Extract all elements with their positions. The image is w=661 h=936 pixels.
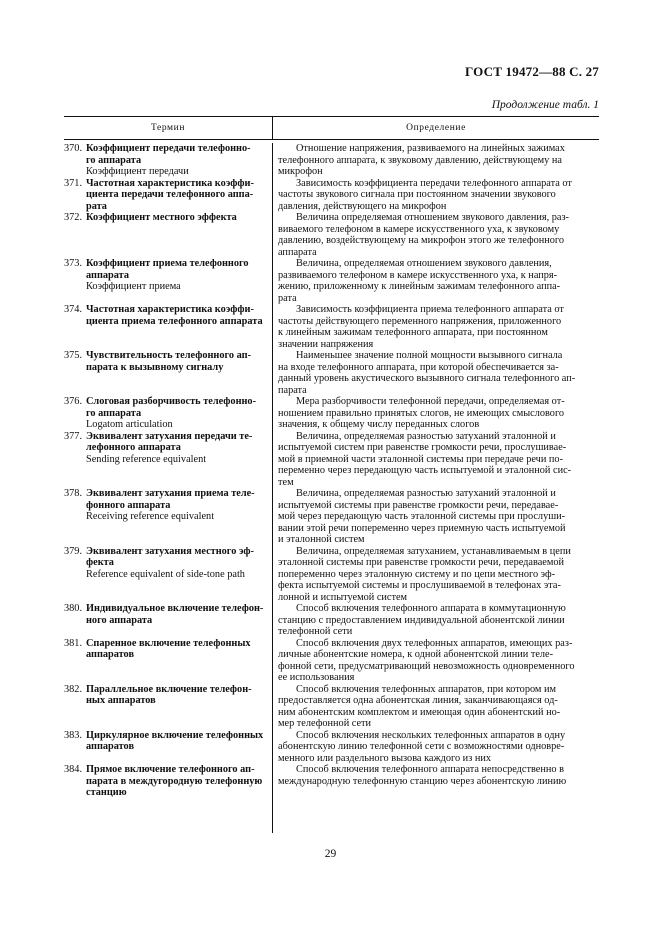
term-text: лефонного аппарата <box>86 442 181 453</box>
column-header-term: Термин <box>150 123 186 133</box>
term-cell <box>64 143 272 178</box>
term-text: аппарата <box>86 269 129 281</box>
definition-line: Величина, определяемая затуханием, устанавливаемым в цепи <box>296 545 571 557</box>
definition-line: Способ включения телефонного аппарата в коммутационную <box>296 603 566 614</box>
term-text: фонного аппарата <box>86 499 171 511</box>
definition-line: значения, к общему числу переданных слогов <box>278 419 480 430</box>
definition-line: эталонной системы при равенстве громкости речи, передаваемой <box>278 557 565 568</box>
definition-line: и эталонной систем <box>278 534 365 545</box>
definition-line: виваемого телефоном в камере искусственного уха, к звуковому <box>278 223 560 235</box>
term-cell <box>64 431 272 489</box>
definition-line: Величина определяемая отношением звукового давления, раз- <box>296 212 569 223</box>
term-text: Коэффициент приема телефонного <box>86 258 249 269</box>
term-synonym: Logatom articulation <box>86 419 173 430</box>
definition-line: тем <box>278 476 294 488</box>
term-cell <box>64 258 272 304</box>
term-text: Частотная характеристика коэффи- <box>86 177 254 189</box>
definition-line: Величина, определяемая разностью затуханий эталонной и <box>296 488 556 499</box>
table-row <box>64 730 599 765</box>
term-text: Чувствительность телефонного ап- <box>86 350 251 361</box>
term-synonym: Коэффициент передачи <box>86 166 189 177</box>
definition-line: фонной сети, предусматривающий невозможность одновременного <box>278 660 575 672</box>
table-body <box>64 143 599 799</box>
term-synonym: Receiving reference equivalent <box>86 511 215 522</box>
term-cell <box>64 488 272 546</box>
definition-line: развиваемого телефоном в камере искусственного уха, к напря- <box>278 269 558 281</box>
term-text: ных аппаратов <box>86 695 156 706</box>
definition-line: Способ включения двух телефонных аппаратов, имеющих раз- <box>296 637 573 649</box>
definition-line: Способ включения телефонного аппарата непосредственно в <box>296 764 564 775</box>
definition-line: Зависимость коэффициента передачи телефонного аппарата от <box>296 177 572 189</box>
term-text: парата к вызывному сигналу <box>86 361 224 373</box>
term-number: 378. <box>64 488 83 499</box>
term-cell <box>64 638 272 684</box>
term-number: 374. <box>64 304 83 315</box>
term-number: 370. <box>64 143 83 154</box>
definition-line: на входе телефонного аппарата, при которой обеспечивается за- <box>278 361 559 373</box>
term-text: циента передачи телефонного аппа- <box>86 189 254 200</box>
term-number: 380. <box>64 603 83 614</box>
term-text: Коэффициент передачи телефонно- <box>86 143 251 154</box>
definition-line: Зависимость коэффициента приема телефонного аппарата от <box>296 304 564 315</box>
definition-line: Способ включения нескольких телефонных аппаратов в одну <box>296 729 566 741</box>
definition-line: ее использования <box>278 672 355 683</box>
definition-line: переменно через передающую часть испытуемой и эталонной сис- <box>278 465 572 476</box>
term-cell <box>64 304 272 350</box>
definition-line: предоставляется одна абонентская линия, заканчивающаяся од- <box>278 695 558 706</box>
table-row <box>64 350 599 396</box>
page-number: 29 <box>324 848 337 860</box>
terms-table <box>64 116 599 799</box>
definition-line: абонентскую линию телефонной сети с возможностями одновре- <box>278 741 565 752</box>
term-text: рата <box>86 200 107 212</box>
table-row <box>64 546 599 604</box>
table-row <box>64 638 599 684</box>
definition-line: Способ включения телефонных аппаратов, при котором им <box>296 683 557 695</box>
term-cell <box>64 178 272 213</box>
definition-line: вании этой речи попеременно через приемную часть испытуемой <box>278 522 566 534</box>
definition-line: микрофон <box>278 166 323 177</box>
definition-line: личные абонентские номера, к одной абонентской линии теле- <box>278 649 554 660</box>
definition-line: рата <box>278 292 297 304</box>
term-cell <box>64 603 272 638</box>
definition-line: к линейным зажимам телефонного аппарата, при постоянном <box>278 327 548 338</box>
term-text: Частотная характеристика коэффи- <box>86 304 254 315</box>
definition-cell <box>272 304 599 350</box>
term-text: Коэффициент местного эффекта <box>86 212 237 223</box>
definition-line: частоты действующего переменного напряжения, приложенного <box>278 315 562 327</box>
term-number: 377. <box>64 430 83 442</box>
term-cell <box>64 730 272 765</box>
definition-cell <box>272 350 599 396</box>
definition-cell <box>272 212 599 258</box>
definition-cell <box>272 396 599 431</box>
table-header <box>64 116 599 140</box>
definition-line: лонной и испытуемой систем <box>278 591 408 603</box>
definition-line: мой через передающую часть эталонной системы при прослуши- <box>278 511 566 522</box>
definition-cell <box>272 258 599 304</box>
table-row <box>64 304 599 350</box>
definition-cell <box>272 488 599 546</box>
table-row <box>64 684 599 730</box>
definition-line: Величина, определяемая отношением звукового давления, <box>296 258 552 269</box>
definition-cell <box>272 431 599 489</box>
table-row <box>64 258 599 304</box>
definition-line: частоты звукового сигнала при постоянном значении звукового <box>278 189 556 200</box>
definition-line: мер телефонной сети <box>278 718 372 729</box>
definition-cell <box>272 730 599 765</box>
term-number: 382. <box>64 683 83 695</box>
document-reference: ГОСТ 19472—88 С. 27 <box>465 64 599 79</box>
definition-line: испытуемой системы при равенстве громкости речи, передавае- <box>278 499 559 511</box>
term-number: 381. <box>64 637 83 649</box>
term-text: го аппарата <box>86 407 142 419</box>
term-synonym: Sending reference equivalent <box>86 453 207 465</box>
definition-line: Мера разборчивости телефонной передачи, определяемая от- <box>296 396 565 407</box>
definition-cell <box>272 603 599 638</box>
definition-line: аппарата <box>278 246 317 258</box>
term-cell <box>64 212 272 258</box>
term-number: 379. <box>64 545 83 557</box>
term-text: Спаренное включение телефонных <box>86 637 251 649</box>
definition-line: давлению, воздействующему на микрофон этого же телефонного <box>278 235 565 246</box>
term-number: 372. <box>64 212 83 223</box>
term-cell <box>64 396 272 431</box>
definition-line: значении напряжения <box>278 338 374 350</box>
term-cell <box>64 546 272 604</box>
term-text: станцию <box>86 787 127 798</box>
definition-cell <box>272 638 599 684</box>
term-cell <box>64 764 272 799</box>
term-number: 384. <box>64 764 83 775</box>
definition-line: попеременно через эталонную систему и по цепи местного эф- <box>278 568 556 580</box>
term-number: 383. <box>64 729 83 741</box>
table-row <box>64 431 599 489</box>
definition-line: станцию с предоставлением индивидуальной абонентской линии <box>278 614 565 626</box>
definition-line: мой в приемной части эталонной системы при передаче речи по- <box>278 453 564 465</box>
definition-line: данный уровень акустического вызывного сигнала телефонного ап- <box>278 373 576 384</box>
term-synonym: Reference equivalent of side-tone path <box>86 568 245 580</box>
definition-line: Величина, определяемая разностью затуханий эталонной и <box>296 430 556 442</box>
term-text: Индивидуальное включение телефон- <box>86 603 264 614</box>
definition-line: жению, приложенному к линейным зажимам телефонного аппа- <box>278 281 561 292</box>
table-row <box>64 178 599 213</box>
term-text: Слоговая разборчивость телефонно- <box>86 396 257 407</box>
term-text: Эквивалент затухания местного эф- <box>86 545 254 557</box>
definition-line: телефонной сети <box>278 626 353 637</box>
term-text: аппаратов <box>86 741 135 752</box>
table-continuation-note: Продолжение табл. 1 <box>491 99 599 111</box>
definition-cell <box>272 764 599 799</box>
term-number: 376. <box>64 396 83 407</box>
term-text: ного аппарата <box>86 614 153 626</box>
term-text: аппаратов <box>86 649 135 660</box>
term-text: Параллельное включение телефон- <box>86 683 252 695</box>
definition-cell <box>272 143 599 178</box>
column-header-definition: Определение <box>272 117 599 139</box>
definition-cell <box>272 178 599 213</box>
term-text: парата в междугородную телефонную <box>86 775 263 787</box>
definition-line: телефонного аппарата, к звуковому давлению, действующему на <box>278 154 562 166</box>
definition-line: фекта испытуемой системы и прослушиваемой в телефонах эта- <box>278 580 561 591</box>
table-row <box>64 603 599 638</box>
definition-line: давления, действующего на микрофон <box>278 200 447 212</box>
definition-line: ношением правильно принятых слогов, не имеющих смыслового <box>278 407 565 419</box>
table-row <box>64 143 599 178</box>
definition-line: испытуемой систем при равенстве громкости речи, прослушивае- <box>278 442 567 453</box>
term-number: 375. <box>64 350 83 361</box>
term-text: Прямое включение телефонного ап- <box>86 764 255 775</box>
table-row <box>64 396 599 431</box>
definition-line: менного или раздельного вызова каждого из них <box>278 752 492 764</box>
table-row <box>64 212 599 258</box>
term-text: го аппарата <box>86 154 142 166</box>
term-text: фекта <box>86 557 114 568</box>
term-synonym: Коэффициент приема <box>86 281 181 292</box>
term-cell <box>64 684 272 730</box>
term-number: 371. <box>64 177 83 189</box>
term-number: 373. <box>64 258 83 269</box>
table-row <box>64 488 599 546</box>
definition-line: ним абонентским комплектом и имеющая один абонентский но- <box>278 706 561 718</box>
definition-line: международную телефонную станцию через абонентскую линию <box>278 775 567 787</box>
term-text: Эквивалент затухания передачи те- <box>86 430 253 442</box>
definition-line: Наименьшее значение полной мощности вызывного сигнала <box>296 350 563 361</box>
definition-cell <box>272 684 599 730</box>
definition-cell <box>272 546 599 604</box>
term-text: Эквивалент затухания приема теле- <box>86 488 255 499</box>
term-cell <box>64 350 272 396</box>
table-row <box>64 764 599 799</box>
term-text: циента приема телефонного аппарата <box>86 315 263 327</box>
definition-line: Отношение напряжения, развиваемого на линейных зажимах <box>296 143 565 154</box>
term-text: Циркулярное включение телефонных <box>86 729 264 741</box>
definition-line: парата <box>278 384 307 396</box>
